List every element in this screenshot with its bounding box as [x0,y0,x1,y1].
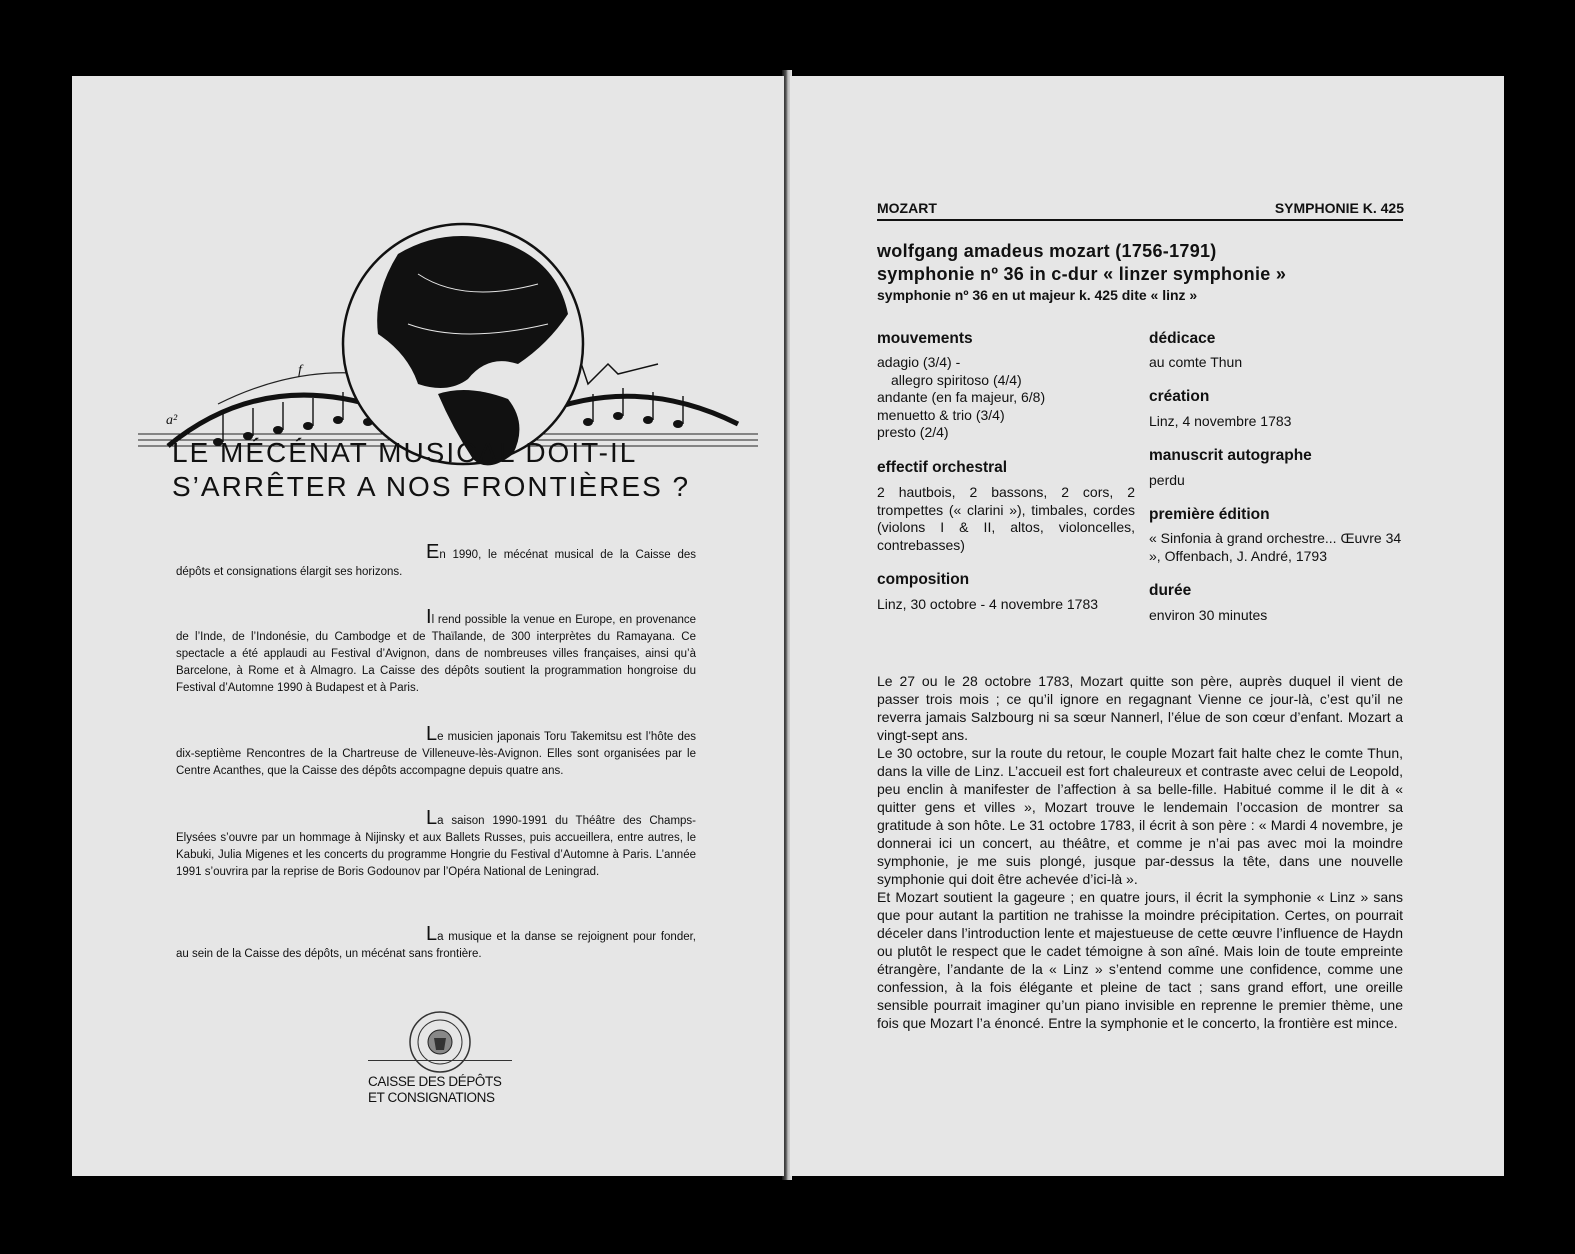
logo-rule [368,1060,512,1061]
mouvements-heading: mouvements [877,330,973,347]
headline-line-2: S’ARRÊTER A NOS FRONTIÈRES ? [172,471,691,502]
drop-initial: L [426,923,438,945]
seal-logo-icon [408,1010,472,1074]
paragraph-text: n 1990, le mécénat musical de la Caisse des dépôts et consignations élargit ses horizons. [176,549,696,578]
composition-text: Linz, 30 octobre - 4 novembre 1783 [877,596,1099,612]
creation-text: Linz, 4 novembre 1783 [1149,413,1292,429]
paragraph-2 [176,606,696,697]
duree-text: environ 30 minutes [1149,607,1268,623]
drop-initial: I [426,606,432,628]
composition-heading: composition [877,571,970,588]
program-notes [877,672,1403,1032]
institution-logo-text [368,1074,528,1106]
headline-line-1: LE MÉCÉNAT MUSICAL DOIT-IL [172,437,638,468]
dedicace-text: au comte Thun [1149,354,1243,370]
running-header-composer: MOZART [877,200,937,216]
right-page [790,76,1504,1176]
movement-item: menuetto & trio (3/4) [877,406,1005,423]
work-title-composer: wolfgang amadeus mozart (1756-1791) [877,241,1217,261]
svg-text:a²: a² [166,413,178,428]
logo-line-2: ET CONSIGNATIONS [368,1090,495,1105]
paragraph-text: a saison 1990-1991 du Théâtre des Champs-Elysées s’ouvre par un hommage à Nijinsky et aux Ballets Russes, puis accueillera, entre autres, le Kabuki, Julia Migenes et les concerts du programme Hongrie du Festival d’Automne à Paris. L’année 1991 s’ouvrira par la reprise de Boris Godounov par l’Opéra National de Leningrad. [176,815,696,878]
paragraph-5 [176,923,696,963]
premiere-edition-text: « Sinfonia à grand orchestre... Œuvre 34 », Offenbach, J. André, 1793 [1149,530,1402,564]
paragraph-4 [176,807,696,881]
paragraph-3 [176,723,696,780]
notes-paragraph: Le 30 octobre, sur la route du retour, le couple Mozart fait halte chez le comte Thun, dans la ville de Linz. L’accueil est fort chaleureux et contraste avec celui de Leopold, peu enclin à manifester de l’affection à sa belle-fille. Habitué comme il le dit à « quitter gens et villes », Mozart trouve le lendemain l’occasion de montrer sa gratitude à son hôte. Le 31 octobre 1783, il écrit à son père : « Mardi 4 novembre, je donnerai ici un concert, au théâtre, et comme je n’ai pas avec moi la moindre symphonie, je me suis plongé, jusque par-dessus la tête, dans une nouvelle symphonie qui doit être achevée d’ici-là ». [877,745,1403,887]
creation-heading: création [1149,388,1210,405]
movement-item: andante (en fa majeur, 6/8) [877,389,1046,405]
effectif-text: 2 hautbois, 2 bassons, 2 cors, 2 trompettes (« clarini »), timbales, cordes (violons I & II, altos, violoncelles, contrebasses) [877,484,1135,553]
header-rule [877,219,1403,221]
manuscrit-text: perdu [1149,472,1185,488]
movement-item: presto (2/4) [877,424,949,440]
drop-initial: L [426,723,438,745]
drop-initial: L [426,807,438,829]
premiere-edition-heading: première édition [1149,506,1270,523]
effectif-heading: effectif orchestral [877,459,1008,476]
svg-text:f: f [298,363,302,378]
logo-line-1: CAISSE DES DÉPÔTS [368,1074,502,1089]
paragraph-text: a musique et la danse se rejoignent pour fonder, au sein de la Caisse des dépôts, un mécénat sans frontière. [176,931,696,960]
work-title-german: symphonie nº 36 in c-dur « linzer symphonie » [877,264,1287,284]
manuscrit-heading: manuscrit autographe [1149,447,1312,464]
movement-item: allegro spiritoso (4/4) [891,371,1022,388]
left-page [72,76,784,1176]
paragraph-1 [176,541,696,581]
notes-paragraph: Et Mozart soutient la gageure ; en quatre jours, il écrit la symphonie « Linz » sans que pour autant la partition ne trahisse la moindre précipitation. Certes, on pourrait déceler dans l’introduction lente et majestueuse de cette œuvre l’influence de Haydn ou plutôt le respect que le cadet témoigne à son aîné. Mais loin de toute empreinte étrangère, l’andante de la « Linz » s’entend comme une confidence, comme une confession, à la fois élégante et pleine de tact ; sans grand effort, une oreille sensible pourrait imaginer qu’un piano invisible en reprenne le premier thème, une fois que Mozart l’a énoncé. Entre la symphonie et le concerto, la frontière est mince. [877,889,1403,1031]
work-title-french: symphonie nº 36 en ut majeur k. 425 dite « linz » [877,287,1198,303]
dedicace-heading: dédicace [1149,330,1216,347]
drop-initial: E [426,541,440,563]
duree-heading: durée [1149,582,1192,599]
paragraph-text: e musicien japonais Toru Takemitsu est l’hôte des dix-septième Rencontres de la Chartreuse de Villeneuve-lès-Avignon. Elles sont organisées par le Centre Acanthes, que la Caisse des dépôts accompagne depuis quatre ans. [176,731,696,777]
page-headline [172,436,732,504]
running-header-work: SYMPHONIE K. 425 [1274,200,1404,216]
movement-item: adagio (3/4) - [877,354,961,370]
notes-paragraph: Le 27 ou le 28 octobre 1783, Mozart quitte son père, auprès duquel il vient de passer trois mois ; ce qu’il ignore en regagnant Vienne ce jour-là, c’est qu’il ne reverra jamais Salzbourg ni sa sœur Nannerl, l’élue de son cœur d’enfant. Mozart a vingt-sept ans. [877,673,1403,743]
mouvements-list [877,354,1135,442]
paragraph-text: l rend possible la venue en Europe, en provenance de l’Inde, de l’Indonésie, du Cambodge et de Thaïlande, de 300 interprètes du Ramayana. Ce spectacle a été applaudi au Festival d’Avignon, dans de nombreuses villes françaises, ainsi qu’à Barcelone, à Rome et à Almagro. La Caisse des dépôts soutient la programmation hongroise du Festival d’Automne 1990 à Budapest et à Paris. [176,614,696,694]
